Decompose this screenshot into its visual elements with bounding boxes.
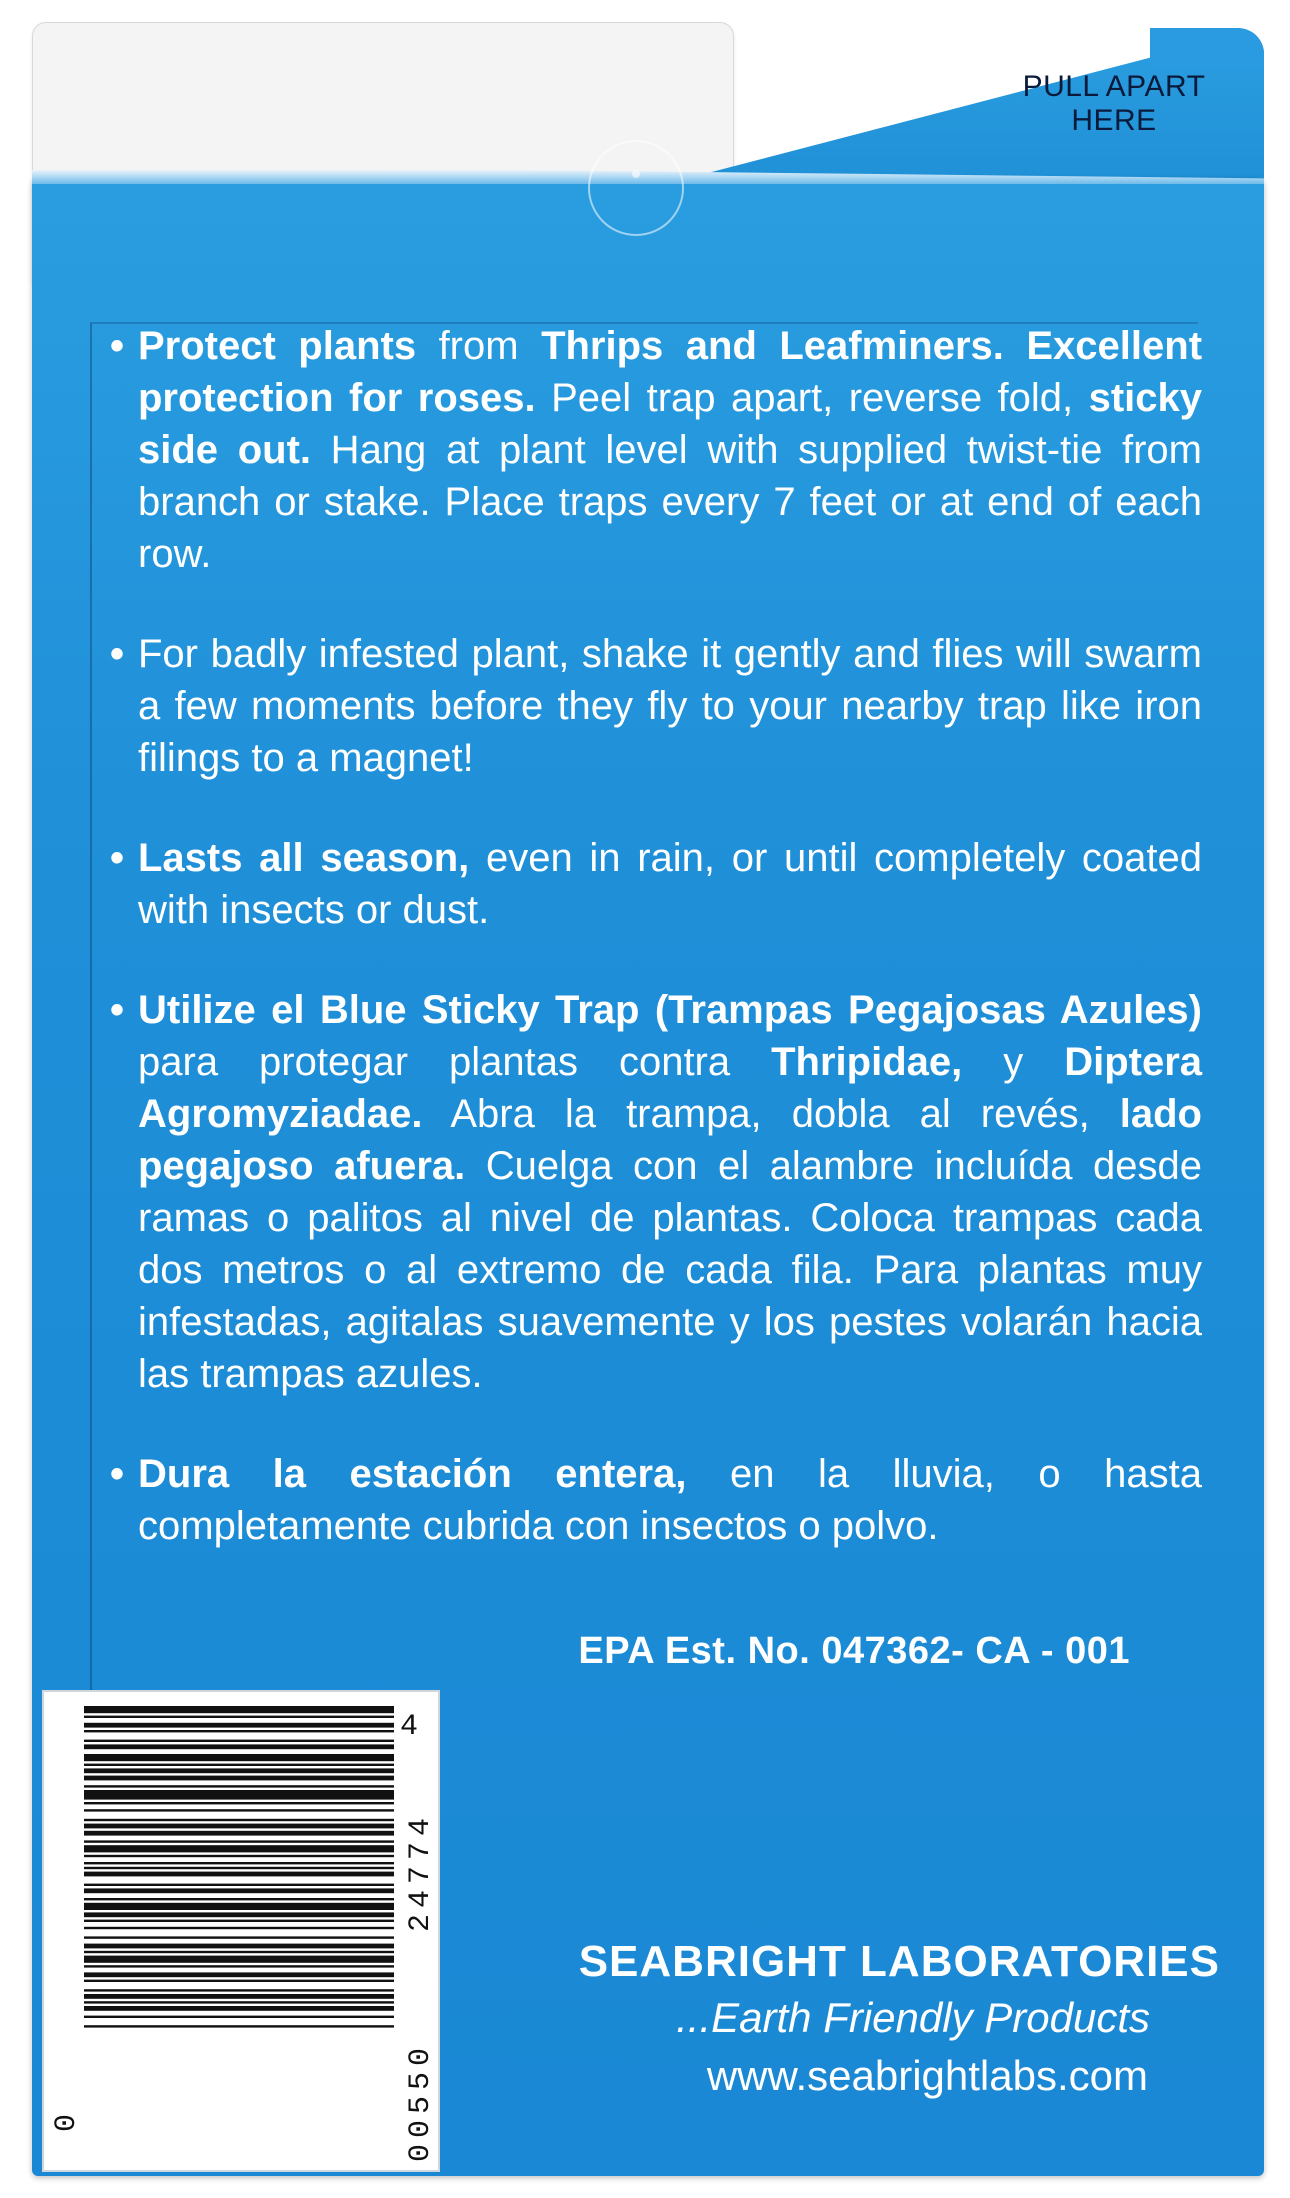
instruction-text: For badly infested plant, shake it gently and flies will swarm a few moments before they fly to your nearby trap like iron filings to a magnet! [138,632,1202,780]
barcode-bar [84,1888,394,1893]
barcode-bar [84,1989,394,1991]
barcode-bar [84,2006,394,2011]
instructions-list [110,320,1202,1600]
barcode-bar [84,1845,394,1852]
barcode-bar [84,1824,394,1829]
instruction-text: Peel trap apart, reverse fold, [535,376,1089,420]
instruction-text: from [416,324,542,368]
pull-apart-tab-corner [1150,28,1264,68]
pull-apart-label [994,70,1234,138]
barcode-bar [84,1951,394,1953]
barcode-check-digit: 4 [400,1710,419,1744]
barcode-bar [84,1809,394,1811]
manufacturer-name: SEABRIGHT LABORATORIES [578,1937,1220,1986]
barcode-group-2: 00550 [404,2041,438,2162]
barcode-bar [84,1920,394,1922]
barcode-bars [44,1692,438,2170]
manufacturer-url[interactable]: www.seabrightlabs.com [706,2052,1148,2099]
instruction-text: Cuelga con el alambre incluída desde ramas o palitos al nivel de plantas. Coloca trampas cada dos metros o al extremo de cada fila. Para plantas muy infestadas, agitalas suavemente y los pestes volarán hacia las trampas azules. [138,1144,1202,1396]
barcode-bar [84,1716,394,1718]
instruction-text: even in rain, or until completely coated with insects or dust. [138,836,1202,932]
instruction-bullet [110,1448,1202,1552]
barcode-bar [84,1790,394,1800]
instruction-text: Diptera Agromyziadae. [138,1040,1202,1136]
instruction-text: Dura la estación entera, [138,1452,687,1496]
barcode-bar [84,1867,394,1869]
instruction-text: Thripidae, [771,1040,963,1084]
instruction-text: lado pegajoso afuera. [138,1092,1202,1188]
barcode-bar [84,1802,394,1804]
barcode-bar [84,1730,394,1732]
instruction-text: Lasts all season, [138,836,470,880]
barcode-bar [84,2016,394,2018]
barcode-bar [84,1754,394,1761]
barcode-bar [84,1744,394,1749]
instruction-text: Utilize el Blue Sticky Trap (Trampas Pegajosas Azules) [138,988,1202,1032]
barcode-bar [84,1956,394,1963]
instruction-text: Protect plants [138,324,417,368]
barcode-bar [84,1740,394,1742]
barcode-bar [84,2025,394,2027]
manufacturer-tagline: ...Earth Friendly Products [676,1994,1150,2041]
barcode-bar [84,1912,394,1917]
barcode-bar [84,1936,394,1938]
pull-apart-line-2: HERE [1071,104,1157,137]
instruction-text: Hang at plant level with supplied twist-tie from branch or stake. Place traps every 7 feet or at end of each row. [138,428,1203,576]
pull-apart-line-1: PULL APART [1022,70,1206,103]
barcode-group-1: 24774 [404,1811,438,1932]
barcode-bar [84,1840,394,1842]
hang-hole-icon [588,140,684,236]
barcode [42,1690,440,2172]
instruction-bullet [110,984,1202,1400]
instruction-text: Thrips and Leafminers. Excellent protection for roses. [138,324,1203,420]
barcode-bar [84,1706,394,1713]
barcode-bar [84,1903,394,1910]
barcode-bar [84,1785,394,1787]
barcode-lead-digit: 0 [50,2113,84,2132]
barcode-bar [84,1972,394,1977]
barcode-bar [84,1927,394,1929]
barcode-bar [84,1764,394,1766]
barcode-bar [84,1819,394,1821]
barcode-bar [84,1723,394,1728]
barcode-bar [84,1884,394,1886]
instruction-text: para protegar plantas contra [138,1040,772,1084]
instruction-text: y [962,1040,1065,1084]
barcode-bar [84,1980,394,1982]
epa-establishment-number: EPA Est. No. 047362- CA - 001 [578,1630,1130,1672]
instruction-bullet [110,832,1202,936]
instruction-bullet [110,628,1202,784]
barcode-bar [84,1862,394,1864]
barcode-bar [84,2001,394,2003]
barcode-bar [84,1965,394,1967]
instruction-text: sticky side out. [138,376,1202,472]
barcode-bar [84,1768,394,1773]
barcode-bar [84,1776,394,1781]
barcode-bar [84,1855,394,1857]
barcode-bar [84,1944,394,1949]
barcode-bar [84,1898,394,1900]
manufacturer-block [460,1935,1220,2105]
barcode-bar [84,1831,394,1836]
instruction-text: Abra la trampa, dobla al revés, [422,1092,1120,1136]
instruction-text: en la lluvia, o hasta completamente cubrida con insectos o polvo. [138,1452,1202,1548]
instruction-bullet [110,320,1202,580]
barcode-bar [84,1872,394,1877]
barcode-bar [84,1994,394,1999]
